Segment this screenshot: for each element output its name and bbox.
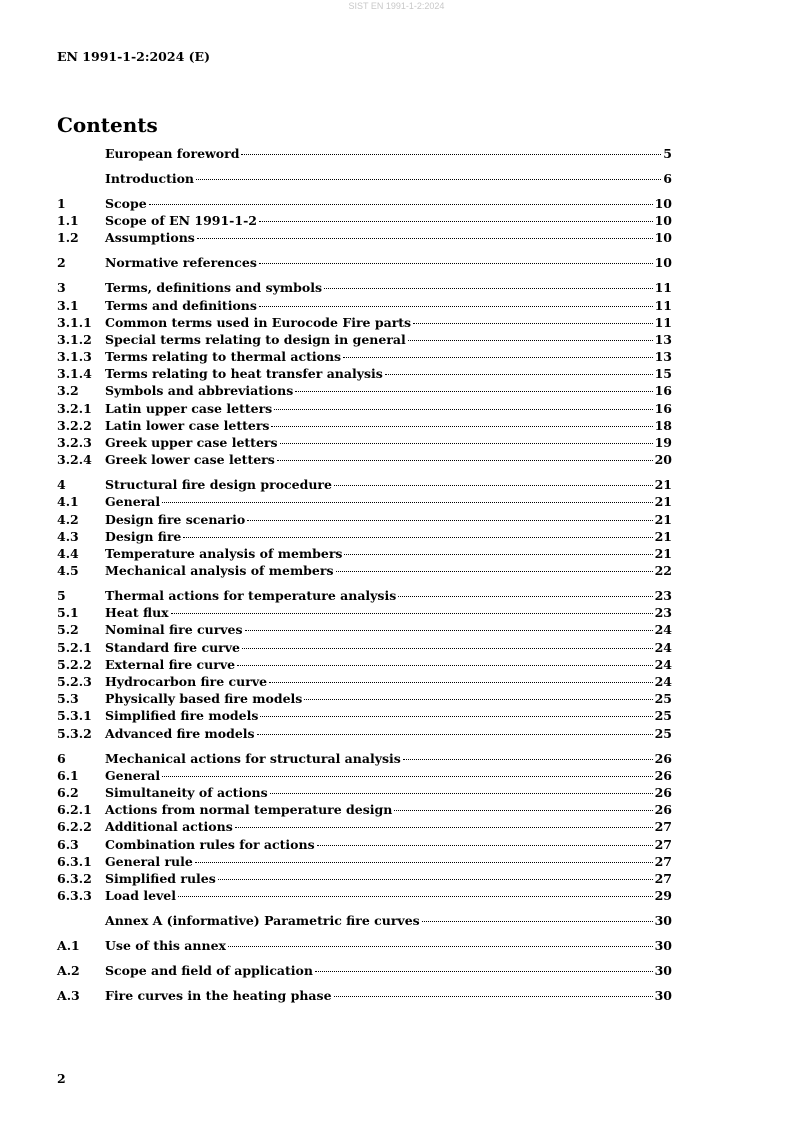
toc-entry-title: Scope [105,195,147,211]
toc-entry-title: Fire curves in the heating phase [105,988,332,1004]
toc-dot-leader [228,946,653,947]
toc-entry-title: Combination rules for actions [105,836,315,852]
toc-entry-page: 10 [654,195,672,211]
toc-entry[interactable] [57,562,672,579]
toc-entry-title: Hydrocarbon fire curve [105,674,268,690]
toc-entry[interactable] [57,962,672,979]
toc-entry[interactable] [57,767,672,784]
toc-entry-number: 3.2.4 [57,452,92,468]
toc-entry-page: 13 [654,349,672,365]
toc-dot-leader [237,665,653,666]
toc-entry[interactable] [57,937,672,954]
toc-entry-title: Greek lower case letters [105,452,275,468]
toc-entry-title: General rule [105,853,193,869]
toc-dot-leader [394,810,652,811]
toc-entry-page: 24 [654,639,672,655]
toc-entry-number: 1.2 [57,230,79,246]
toc-entry-page: 26 [654,767,672,783]
table-of-contents [57,145,672,1004]
toc-entry[interactable] [57,314,672,331]
toc-dot-leader [304,699,652,700]
toc-entry-title: External fire curve [105,656,236,672]
toc-dot-leader [344,554,652,555]
toc-entry-title: Standard fire curve [105,639,240,655]
toc-entry-title: Advanced fire models [105,725,255,741]
toc-entry-number: 3.2 [57,383,79,399]
toc-entry-title: Terms relating to heat transfer analysis [105,366,383,382]
toc-entry[interactable] [57,493,672,510]
toc-entry[interactable] [57,528,672,545]
toc-entry-number: 6.1 [57,767,79,783]
toc-dot-leader [334,996,653,997]
toc-entry-title: General [105,767,161,783]
toc-entry-title: Design fire [105,528,182,544]
toc-entry-number: 3.1 [57,297,79,313]
toc-entry-title: Symbols and abbreviations [105,383,294,399]
toc-dot-leader [259,263,653,264]
toc-entry-title: Additional actions [105,819,233,835]
toc-entry[interactable] [57,434,672,451]
toc-entry-page: 30 [654,988,672,1004]
toc-entry-page: 10 [654,255,672,271]
toc-entry-title: General [105,494,161,510]
toc-entry-number: 3.2.1 [57,400,92,416]
page-number: 2 [57,1071,66,1086]
toc-dot-leader [196,179,661,180]
toc-entry-title: Temperature analysis of members [105,545,343,561]
toc-entry-title: Special terms relating to design in general [105,331,406,347]
toc-entry-number: 6.3.2 [57,870,92,886]
toc-entry-page: 15 [654,366,672,382]
toc-entry[interactable] [57,604,672,621]
watermark: SIST EN 1991-1-2:2024 [348,1,445,11]
toc-entry[interactable] [57,656,672,673]
toc-entry-page: 23 [654,605,672,621]
toc-entry[interactable] [57,229,672,246]
toc-entry-page: 23 [654,588,672,604]
toc-entry[interactable] [57,818,672,835]
toc-entry-page: 18 [654,417,672,433]
toc-entry-number: 5.3 [57,691,79,707]
toc-entry-page: 25 [654,708,672,724]
toc-dot-leader [197,238,653,239]
toc-entry-title: Terms, definitions and symbols [105,280,322,296]
toc-entry[interactable] [57,476,672,493]
toc-entry-number: 5.1 [57,605,79,621]
toc-entry-title: Scope and field of application [105,963,313,979]
toc-dot-leader [242,648,653,649]
toc-entry-page: 21 [654,511,672,527]
toc-dot-leader [385,374,653,375]
toc-entry-page: 29 [654,888,672,904]
toc-entry-number: 5.2 [57,622,79,638]
toc-entry-page: 27 [654,853,672,869]
toc-entry[interactable] [57,853,672,870]
toc-entry-number: 5 [57,588,66,604]
toc-dot-leader [171,613,653,614]
toc-entry[interactable] [57,511,672,528]
toc-dot-leader [315,971,653,972]
toc-entry-title: Mechanical actions for structural analysis [105,750,401,766]
toc-entry-number: 6.3.3 [57,888,92,904]
toc-entry[interactable] [57,987,672,1004]
toc-dot-leader [269,682,653,683]
toc-entry-title: Introduction [105,170,195,186]
toc-entry-page: 5 [663,146,672,161]
toc-entry-page: 19 [654,435,672,450]
toc-entry-page: 10 [654,230,672,246]
toc-dot-leader [183,537,652,538]
toc-dot-leader [408,340,653,341]
toc-entry-page: 25 [654,725,672,741]
toc-entry-title: Design fire scenario [105,511,246,527]
toc-entry[interactable] [57,297,672,314]
toc-entry-number: 3.1.2 [57,331,92,347]
toc-entry[interactable] [57,170,672,187]
toc-entry-number: 1.1 [57,213,79,229]
toc-entry-page: 13 [654,331,672,347]
toc-entry[interactable] [57,725,672,742]
toc-entry-page: 27 [654,819,672,835]
toc-entry-number: 5.3.2 [57,725,92,741]
toc-entry-title: Terms and definitions [105,297,257,313]
toc-entry[interactable] [57,870,672,887]
toc-entry-title: Load level [105,888,176,904]
toc-dot-leader [343,357,652,358]
toc-entry-title: Latin lower case letters [105,417,270,433]
toc-dot-leader [280,443,653,444]
toc-entry[interactable] [57,545,672,562]
toc-dot-leader [422,921,653,922]
toc-entry[interactable] [57,400,672,417]
toc-entry-number: A.2 [57,963,80,979]
toc-entry-number: 4 [57,477,66,493]
toc-entry-title: Simultaneity of actions [105,784,268,800]
toc-entry[interactable] [57,690,672,707]
toc-entry[interactable] [57,587,672,604]
toc-dot-leader [317,845,653,846]
toc-entry-number: A.1 [57,938,80,954]
toc-entry-page: 20 [654,452,672,468]
document-id: EN 1991-1-2:2024 (E) [57,49,210,64]
toc-entry-number: 6 [57,750,66,766]
toc-entry[interactable] [57,212,672,229]
toc-entry-page: 25 [654,691,672,707]
toc-entry-page: 26 [654,802,672,818]
toc-entry-title: Physically based fire models [105,691,303,707]
toc-entry[interactable] [57,801,672,818]
toc-entry[interactable] [57,195,672,212]
toc-dot-leader [334,485,653,486]
toc-entry-page: 21 [654,477,672,493]
toc-entry-page: 26 [654,784,672,800]
toc-dot-leader [235,827,653,828]
toc-entry[interactable] [57,279,672,296]
toc-dot-leader [162,502,652,503]
toc-entry-title: Thermal actions for temperature analysis [105,588,397,604]
toc-dot-leader [413,323,653,324]
toc-entry-number: 6.2.1 [57,802,92,818]
toc-entry-page: 16 [654,383,672,399]
toc-entry-title: Annex A (informative) Parametric fire curves [105,913,420,929]
toc-entry-number: 5.3.1 [57,708,92,724]
toc-dot-leader [274,409,652,410]
toc-entry[interactable] [57,621,672,638]
toc-entry-number: 6.3.1 [57,853,92,869]
toc-entry-page: 16 [654,400,672,416]
toc-entry-number: 4.1 [57,494,79,510]
toc-entry-page: 11 [654,280,672,296]
toc-entry-number: 3.1.1 [57,314,92,330]
toc-entry-number: 4.4 [57,545,79,561]
toc-entry[interactable] [57,707,672,724]
toc-entry-page: 27 [654,870,672,886]
toc-dot-leader [241,154,661,155]
toc-entry[interactable] [57,365,672,382]
toc-entry-title: Mechanical analysis of members [105,563,334,579]
toc-entry-number: 5.2.1 [57,639,92,655]
toc-entry-number: 3.1.3 [57,349,92,365]
toc-entry-number: 4.5 [57,563,79,579]
toc-dot-leader [398,596,652,597]
toc-entry-title: Simplified fire models [105,708,259,724]
toc-entry-page: 24 [654,674,672,690]
toc-entry-number: 3 [57,280,66,296]
toc-entry[interactable] [57,254,672,271]
toc-entry[interactable] [57,784,672,801]
toc-entry-page: 26 [654,750,672,766]
toc-dot-leader [260,716,652,717]
toc-entry[interactable] [57,639,672,656]
toc-entry-page: 6 [663,170,672,186]
toc-entry[interactable] [57,348,672,365]
toc-entry-number: 2 [57,255,66,271]
toc-dot-leader [245,630,653,631]
toc-entry[interactable] [57,887,672,904]
toc-entry-title: Common terms used in Eurocode Fire parts [105,314,412,330]
toc-dot-leader [259,306,653,307]
toc-dot-leader [403,759,653,760]
toc-entry-title: Actions from normal temperature design [105,802,393,818]
toc-entry-page: 30 [654,963,672,979]
toc-entry-number: 1 [57,195,66,211]
toc-entry-number: 3.1.4 [57,366,92,382]
toc-dot-leader [257,734,653,735]
toc-entry-title: European foreword [105,146,240,161]
toc-entry-page: 21 [654,494,672,510]
toc-entry-title: Simplified rules [105,870,216,886]
toc-entry-number: 5.2.2 [57,656,92,672]
toc-entry[interactable] [57,750,672,767]
toc-entry-page: 11 [654,314,672,330]
toc-entry-page: 30 [654,938,672,954]
toc-entry-title: Normative references [105,255,257,271]
toc-entry-page: 21 [654,528,672,544]
toc-entry-number: 5.2.3 [57,674,92,690]
toc-entry-number: 6.2 [57,784,79,800]
toc-entry[interactable] [57,331,672,348]
toc-dot-leader [149,204,653,205]
toc-dot-leader [195,862,653,863]
toc-entry-page: 22 [654,563,672,579]
toc-entry-title: Assumptions [105,230,195,246]
toc-dot-leader [259,221,653,222]
toc-entry-number: 6.2.2 [57,819,92,835]
toc-entry-title: Greek upper case letters [105,435,278,450]
toc-entry-number: 4.3 [57,528,79,544]
toc-dot-leader [270,793,653,794]
toc-entry-page: 27 [654,836,672,852]
toc-dot-leader [324,288,653,289]
toc-entry-page: 30 [654,913,672,929]
toc-entry-title: Use of this annex [105,938,226,954]
toc-entry[interactable] [57,145,672,162]
toc-entry-title: Heat flux [105,605,169,621]
page-title: Contents [57,113,158,137]
toc-entry-number: 4.2 [57,511,79,527]
toc-dot-leader [271,426,652,427]
toc-entry-title: Nominal fire curves [105,622,243,638]
toc-entry[interactable] [57,673,672,690]
toc-entry-number: 3.2.3 [57,435,92,450]
toc-dot-leader [162,776,652,777]
toc-entry-title: Terms relating to thermal actions [105,349,342,365]
toc-entry-title: Latin upper case letters [105,400,273,416]
toc-entry-number: 3.2.2 [57,417,92,433]
toc-entry-page: 24 [654,656,672,672]
toc-dot-leader [218,879,653,880]
toc-entry[interactable] [57,451,672,468]
toc-dot-leader [295,391,652,392]
toc-entry[interactable] [57,417,672,434]
toc-entry-page: 11 [654,297,672,313]
toc-entry[interactable] [57,836,672,853]
toc-entry-title: Scope of EN 1991-1-2 [105,213,257,229]
toc-entry-number: A.3 [57,988,80,1004]
toc-entry-page: 10 [654,213,672,229]
toc-entry-page: 24 [654,622,672,638]
toc-entry-title: Structural fire design procedure [105,477,332,493]
toc-dot-leader [247,520,652,521]
toc-dot-leader [277,460,653,461]
toc-dot-leader [178,896,653,897]
toc-entry-page: 21 [654,545,672,561]
toc-entry[interactable] [57,382,672,399]
toc-entry-number: 6.3 [57,836,79,852]
toc-dot-leader [336,571,653,572]
toc-entry[interactable] [57,912,672,929]
